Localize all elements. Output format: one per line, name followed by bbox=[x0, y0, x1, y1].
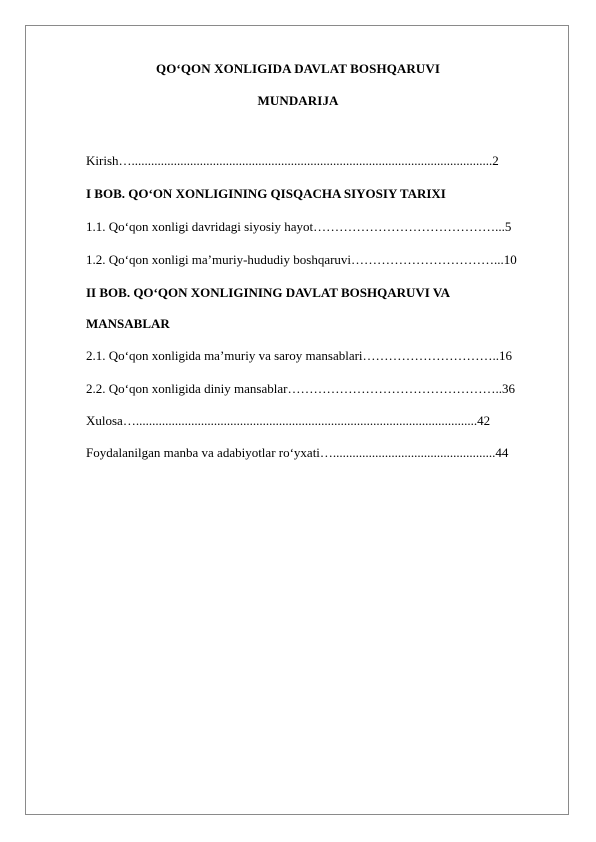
toc-chapter-1-heading: I BOB. QO‘ON XONLIGINING QISQACHA SIYOSIY TARIXI bbox=[86, 186, 446, 201]
toc-entry-bibliography: Foydalanilgan manba va adabiyotlar ro‘yxati…..................................................44 bbox=[86, 445, 509, 460]
toc-chapter-2-heading-continued: MANSABLAR bbox=[86, 316, 170, 331]
toc-heading: MUNDARIJA bbox=[257, 93, 339, 108]
toc-entry-1-1: 1.1. Qo‘qon xonligi davridagi siyosiy hayot……………………………………...5 bbox=[86, 219, 512, 234]
toc-entry-2-2: 2.2. Qo‘qon xonligida diniy mansablar…………………………………………..36 bbox=[86, 381, 515, 396]
toc-entry-2-1: 2.1. Qo‘qon xonligida ma’muriy va saroy mansablari…………………………..16 bbox=[86, 348, 513, 363]
toc-chapter-2-heading: II BOB. QO‘QON XONLIGINING DAVLAT BOSHQARUVI VA bbox=[86, 285, 450, 300]
toc-entry-conclusion: Xulosa….........................................................................................................42 bbox=[86, 413, 491, 428]
toc-entry-1-2: 1.2. Qo‘qon xonligi ma’muriy-hududiy boshqaruvi……………………………...10 bbox=[86, 252, 517, 267]
document-title: QO‘QON XONLIGIDA DAVLAT BOSHQARUVI bbox=[155, 61, 441, 76]
toc-entry-introduction: Kirish…...............................................................................................................2 bbox=[86, 153, 499, 168]
